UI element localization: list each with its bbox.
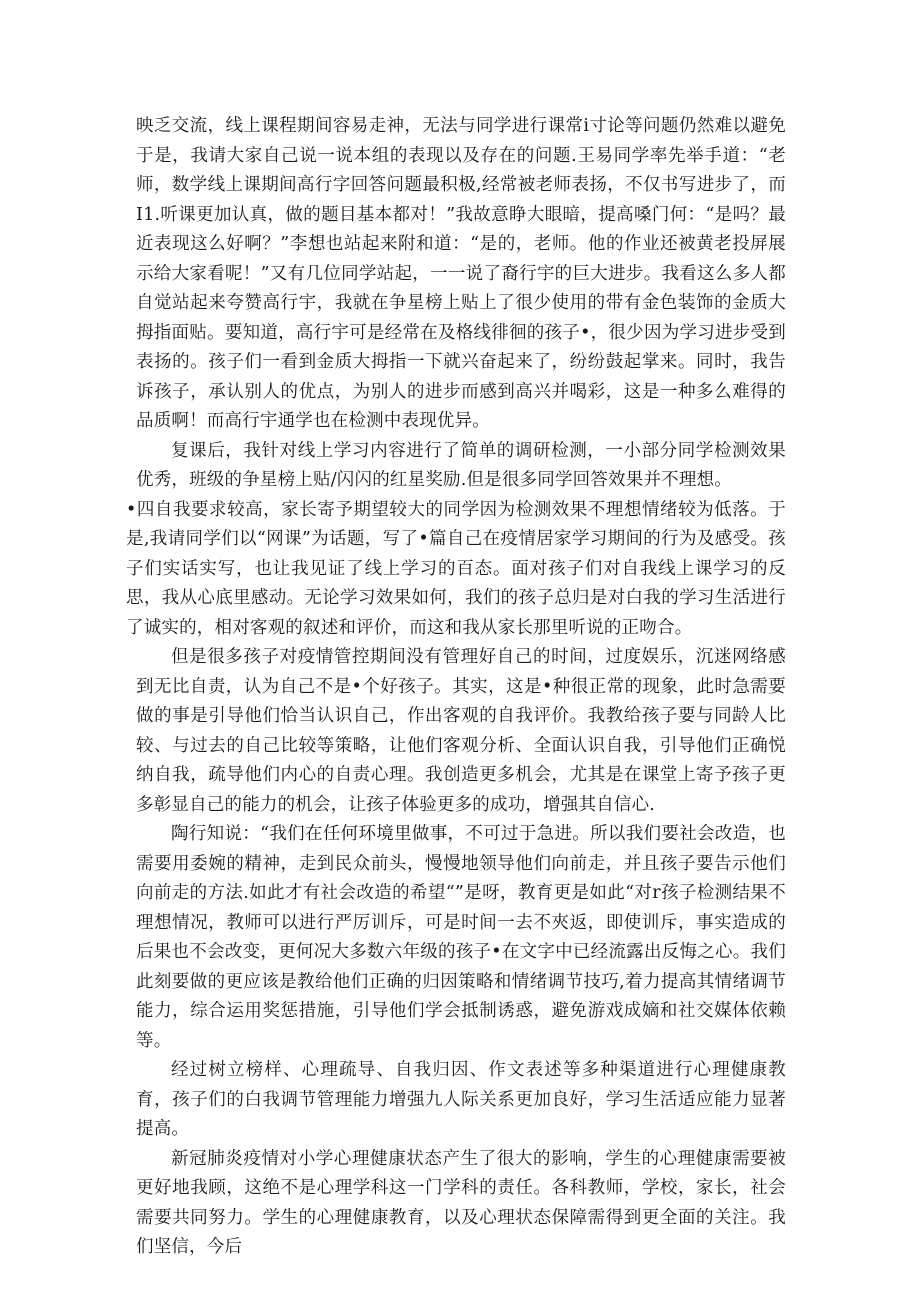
- paragraph-tao-xingzhi-quote: 陶行知说：“我们在任何环境里做事，不可过于急进。所以我们要社会改造，也需要用委婉的精神，走到民众前头，慢慢地领导他们向前走，并且孩子要告示他们向前走的方法.如此才有社会改造的希望“”是呀，教育更是如此“对r孩子检测结果不理想情况，教师可以进行严厉训斥，可是时间一去不夾返，即使训斥，事实造成的后果也不会改变，更何况大多数六年级的孩子•在文字中已经流露出反悔之心。我们此刻要做的更应该是教给他们正确的归因策略和情绪调节技巧,着力提高其情绪调节能力，综合运用奖惩措施，引导他们学会抵制诱惑，避免游戏成嫡和社交媒体依赖等。: [136, 824, 786, 1051]
- document-body: [126, 112, 786, 1263]
- paragraph-outcomes: 经过树立榜样、心理疏导、自我归因、作文表述等多种渠道进行心理健康教育，孩子们的白我调节管理能力增强九人际关系更加良好，学习生活适应能力显著提高。: [136, 1060, 786, 1139]
- paragraph-self-reflection: •四自我要求较高，家长寄予期望较大的同学因为检测效果不理想情绪较为低落。于是,我请同学们以“网课”为话题，写了•篇自己在疫情居家学习期间的行为及感受。孩子们实话实写，也让我见证了线上学习的百态。面对孩子们对自我线上课学习的反思，我从心底里感动。无论学习效果如何，我们的孩子总归是对白我的学习生活进行了诚实的，相对客观的叙述和评价，而这和我从家长那里听说的正吻合。: [126, 499, 786, 638]
- paragraph-review-test: 复课后，我针对线上学习内容进行了简单的调研检测，一小部分同学检测效果优秀，班级的争星榜上贴/闪闪的红星奖励.但是很多同学回答效果并不理想。: [136, 440, 786, 490]
- paragraph-conclusion: 新冠肺炎疫情对小学心理健康状态产生了很大的影响，学生的心理健康需要被更好地我顾，这绝不是心理学科这一门学科的责任。各科教师，学校，家长，社会需要共同努力。学生的心理健康教育，以及心理状态保障需得到更全面的关注。我们坚信，今后: [136, 1148, 786, 1257]
- paragraph-self-evaluation: 但是很多孩子对疫情管控期间没有管理好自己的时间，过度娱乐，沉迷网络感到无比自责，认为自己不是•个好孩子。其实，这是•种很正常的现象，此时急需要做的事是引导他们恰当认识自己，作出客观的自我评价。我教给孩子要与同龄人比较、与过去的自己比较等策略，让他们客观分析、全面认识自我，引导他们正确悦纳自我，疏导他们内心的自责心理。我创造更多机会，尤其是在课堂上寄予孩子更多彰显自己的能力的机会，让孩子体验更多的成功，增强其自信心.: [136, 647, 786, 815]
- paragraph-continuation: 映乏交流，线上课程期间容易走神，无法与同学进行课常i寸论等问题仍然难以避免于是，我请大家自己说一说本组的表现以及存在的问题.王易同学率先举手道：“老师，数学线上课期间高行字回答问题最积极,经常被老师表扬，不仅书写进步了，而I1.听课更加认真，做的题目基本都对！”我故意睁大眼暗，提高嗓门何：“是吗？最近表现这么好啊？”李想也站起来附和道：“是的，老师。他的作业还被黄老投屏展示给大家看呢！”又有几位同学站起，一一说了裔行宇的巨大进步。我看这么多人都自觉站起来夸赞高行宇，我就在争星榜上贴上了很少使用的带有金色装饰的金质大拇指面贴。要知道，高行宇可是经常在及格线徘徊的孩子•，很少因为学习进步受到表扬的。孩子们一看到金质大拇指一下就兴奋起来了，纷纷鼓起掌来。同时，我告诉孩子，承认别人的优点，为别人的进步而感到高兴并喝彩，这是一种多么难得的品质啊！而高行宇通学也在检测中表现优异。: [136, 116, 786, 431]
